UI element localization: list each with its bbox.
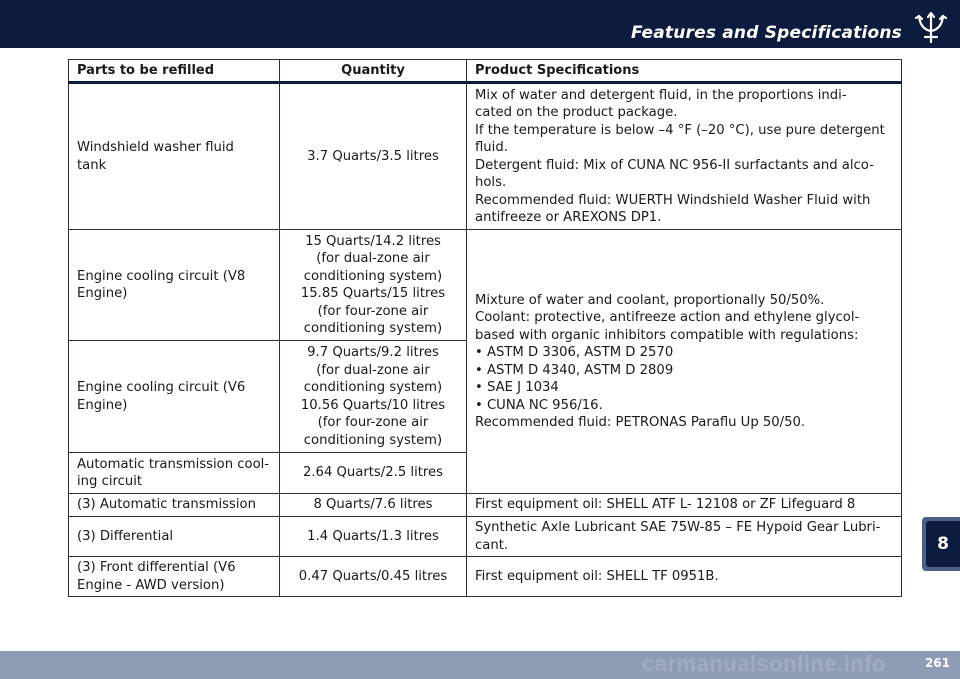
part-cell: (3) Differential xyxy=(69,517,280,557)
specification-cell: First equipment oil: SHELL TF 0951B. xyxy=(467,557,902,597)
quantity-cell: 2.64 Quarts/2.5 litres xyxy=(280,453,467,494)
quantity-cell: 9.7 Quarts/9.2 litres (for dual-zone air conditioning system) 10.56 Quarts/10 litres (for four-zone air conditioning system) xyxy=(280,341,467,453)
table-row xyxy=(69,230,902,341)
table-header-row xyxy=(69,60,902,83)
watermark: carmanualsonline.info xyxy=(642,651,886,676)
quantity-cell: 0.47 Quarts/0.45 litres xyxy=(280,557,467,597)
part-cell: (3) Front differential (V6 Engine - AWD version) xyxy=(69,557,280,597)
specification-cell: Synthetic Axle Lubricant SAE 75W-85 – FE Hypoid Gear Lubri- cant. xyxy=(467,517,902,557)
part-cell: Windshield washer fluid tank xyxy=(69,83,280,230)
specification-cell: Mix of water and detergent fluid, in the proportions indi- cated on the product package. If the temperature is below –4 °F (–20 °C), use pure detergent fluid. Detergent fluid: Mix of CUNA NC 956-II surfactants and alco- hols. Recommended fluid: WUERTH Windshield Washer Fluid with antifreeze or AREXONS DP1. xyxy=(467,83,902,230)
trident-logo-icon xyxy=(914,10,948,46)
page-title: Features and Specifications xyxy=(630,23,902,43)
quantity-cell: 8 Quarts/7.6 litres xyxy=(280,494,467,517)
part-cell: Engine cooling circuit (V6 Engine) xyxy=(69,341,280,453)
column-header-part: Parts to be refilled xyxy=(69,60,280,83)
table-row xyxy=(69,557,902,597)
quantity-cell: 3.7 Quarts/3.5 litres xyxy=(280,83,467,230)
quantity-cell: 15 Quarts/14.2 litres (for dual-zone air conditioning system) 15.85 Quarts/15 litres (for four-zone air conditioning system) xyxy=(280,230,467,341)
part-cell: Automatic transmission cool- ing circuit xyxy=(69,453,280,494)
specification-cell: Mixture of water and coolant, proportionally 50/50%. Coolant: protective, antifreeze action and ethylene glycol- based with organic inhibitors compatible with regulations: • ASTM D 3306, ASTM D 2570 • ASTM D 4340, ASTM D 2809 • SAE J 1034 • CUNA NC 956/16. Recommended fluid: PETRONAS Paraflu Up 50/50. xyxy=(467,230,902,494)
column-header-product-specifications: Product Specifications xyxy=(467,60,902,83)
chapter-tab[interactable]: 8 xyxy=(926,521,960,567)
table-row xyxy=(69,517,902,557)
part-cell: Engine cooling circuit (V8 Engine) xyxy=(69,230,280,341)
specification-cell: First equipment oil: SHELL ATF L- 12108 or ZF Lifeguard 8 xyxy=(467,494,902,517)
table-row xyxy=(69,494,902,517)
column-header-quantity: Quantity xyxy=(280,60,467,83)
page-number: 261 xyxy=(924,656,950,670)
quantity-cell: 1.4 Quarts/1.3 litres xyxy=(280,517,467,557)
part-cell: (3) Automatic transmission xyxy=(69,494,280,517)
table-row xyxy=(69,83,902,230)
refill-specifications-table xyxy=(68,59,902,597)
